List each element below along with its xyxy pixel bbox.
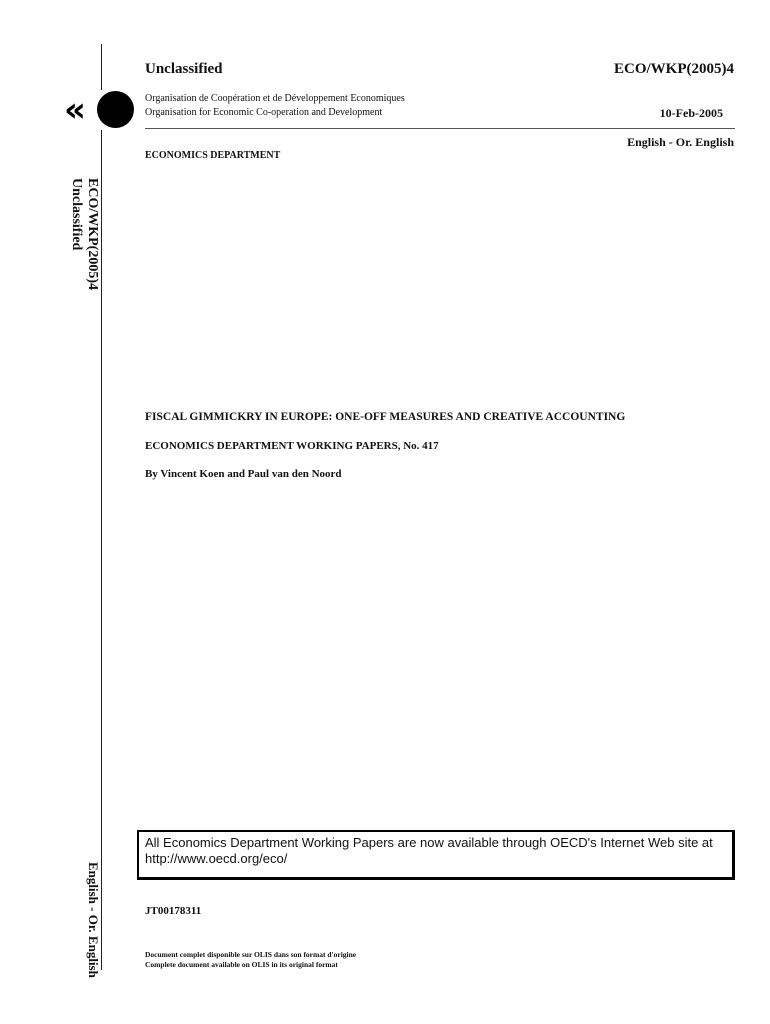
document-date: 10-Feb-2005 [659, 106, 723, 120]
authors: By Vincent Koen and Paul van den Noord [145, 468, 342, 480]
sidebar-rule-bottom [101, 130, 102, 970]
sidebar-doc-code: ECO/WKP(2005)4 [85, 178, 100, 290]
sidebar-classification: Unclassified [69, 178, 84, 251]
job-number: JT00178311 [145, 905, 202, 917]
olis-note-english: Complete document available on OLIS in its original format [145, 960, 338, 969]
web-availability-notice [137, 830, 735, 880]
series-title: ECONOMICS DEPARTMENT WORKING PAPERS, No. 417 [145, 440, 439, 452]
paper-title: FISCAL GIMMICKRY IN EUROPE: ONE-OFF MEASURES AND CREATIVE ACCOUNTING [145, 411, 626, 423]
notice-url: http://www.oecd.org/eco/ [145, 851, 288, 866]
language-label: English - Or. English [627, 135, 734, 149]
sidebar-rule-top [101, 44, 102, 90]
classification-label: Unclassified [145, 61, 223, 77]
organisation-name-french: Organisation de Coopération et de Développement Economiques [145, 93, 405, 104]
header-divider [145, 128, 735, 129]
document-code: ECO/WKP(2005)4 [614, 61, 734, 77]
organisation-name-english: Organisation for Economic Co-operation and Development [145, 107, 383, 118]
olis-note-french: Document complet disponible sur OLIS dans son format d'origine [145, 950, 357, 959]
notice-text: All Economics Department Working Papers are now available through OECD's Internet Web site at [145, 835, 713, 850]
department-label: ECONOMICS DEPARTMENT [145, 150, 281, 161]
sidebar-language: English - Or. English [86, 862, 101, 978]
